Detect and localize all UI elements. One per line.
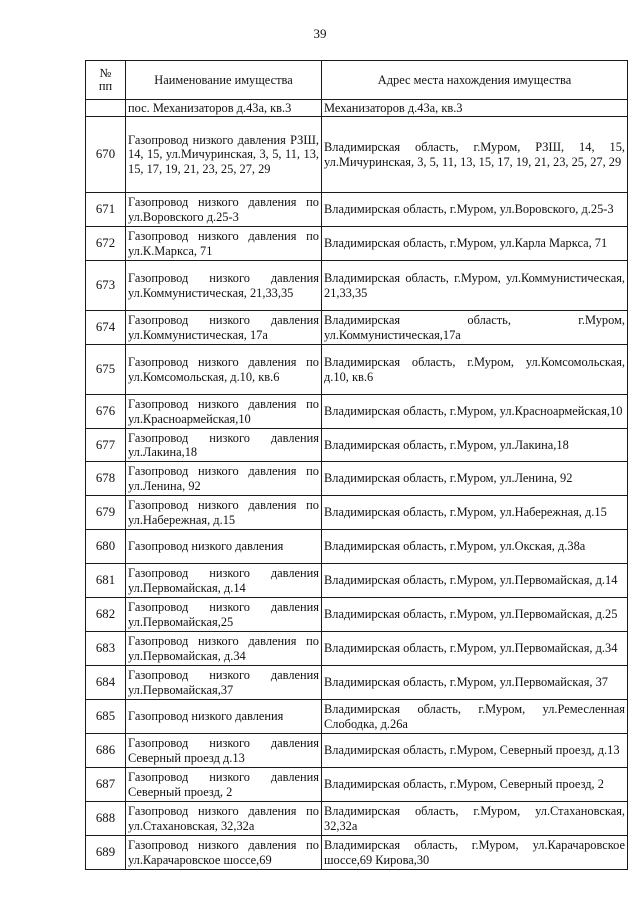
property-name: Газопровод низкого давления по ул.К.Маркса, 71 bbox=[126, 227, 322, 261]
property-name: Газопровод низкого давления РЗШ, 14, 15, ул.Мичуринская, 3, 5, 11, 13, 15, 17, 19, 21, 23, 25, 27, 29 bbox=[126, 117, 322, 193]
property-address: Владимирская область, г.Муром, ул.Воровского, д.25-3 bbox=[322, 193, 628, 227]
table-row bbox=[86, 496, 628, 530]
row-number: 682 bbox=[86, 598, 126, 632]
property-address: Владимирская область, г.Муром, ул.Карачаровское шоссе,69 Кирова,30 bbox=[322, 836, 628, 870]
table-row bbox=[86, 768, 628, 802]
property-address: Владимирская область, г.Муром, ул.Стахановская, 32,32а bbox=[322, 802, 628, 836]
header-address: Адрес места нахождения имущества bbox=[322, 61, 628, 100]
row-number: 684 bbox=[86, 666, 126, 700]
table-row bbox=[86, 802, 628, 836]
table-row bbox=[86, 311, 628, 345]
property-address: Владимирская область, г.Муром, ул.Карла Маркса, 71 bbox=[322, 227, 628, 261]
row-number: 686 bbox=[86, 734, 126, 768]
table-row bbox=[86, 530, 628, 564]
row-number: 678 bbox=[86, 462, 126, 496]
property-name: Газопровод низкого давления по ул.Карачаровское шоссе,69 bbox=[126, 836, 322, 870]
row-number: 675 bbox=[86, 345, 126, 395]
row-number: 679 bbox=[86, 496, 126, 530]
property-name: Газопровод низкого давления по ул.Набережная, д.15 bbox=[126, 496, 322, 530]
header-number bbox=[86, 61, 126, 100]
property-name: Газопровод низкого давления ул.Коммунистическая, 21,33,35 bbox=[126, 261, 322, 311]
row-number: 680 bbox=[86, 530, 126, 564]
property-name: Газопровод низкого давления Северный проезд д.13 bbox=[126, 734, 322, 768]
property-name: Газопровод низкого давления ул.Первомайская,25 bbox=[126, 598, 322, 632]
property-name: Газопровод низкого давления bbox=[126, 700, 322, 734]
table-header-row bbox=[86, 61, 628, 100]
property-name: Газопровод низкого давления по ул.Воровского д.25-3 bbox=[126, 193, 322, 227]
property-address: Владимирская область, г.Муром, Северный проезд, д.13 bbox=[322, 734, 628, 768]
property-table bbox=[85, 60, 628, 870]
property-address: Владимирская область, г.Муром, ул.Лакина,18 bbox=[322, 429, 628, 462]
property-address: Владимирская область, г.Муром, ул.Первомайская, д.14 bbox=[322, 564, 628, 598]
property-address: Владимирская область, г.Муром, ул.Первомайская, 37 bbox=[322, 666, 628, 700]
table-row bbox=[86, 564, 628, 598]
property-name: Газопровод низкого давления bbox=[126, 530, 322, 564]
property-address: Владимирская область, г.Муром, ул.Набережная, д.15 bbox=[322, 496, 628, 530]
property-address: Владимирская область, г.Муром, РЗШ, 14, 15, ул.Мичуринская, 3, 5, 11, 13, 15, 17, 19, 21, 23, 25, 27, 29 bbox=[322, 117, 628, 193]
table-row bbox=[86, 836, 628, 870]
property-name: Газопровод низкого давления ул.Лакина,18 bbox=[126, 429, 322, 462]
row-number: 687 bbox=[86, 768, 126, 802]
property-address: Владимирская область, г.Муром, ул.Комсомольская, д.10, кв.6 bbox=[322, 345, 628, 395]
property-address: Владимирская область, г.Муром, ул.Первомайская, д.25 bbox=[322, 598, 628, 632]
row-number: 689 bbox=[86, 836, 126, 870]
continuation-name: пос. Механизаторов д.43а, кв.3 bbox=[126, 100, 322, 117]
row-number: 671 bbox=[86, 193, 126, 227]
property-address: Владимирская область, г.Муром, ул.Коммунистическая,17а bbox=[322, 311, 628, 345]
table-row bbox=[86, 193, 628, 227]
row-number: 674 bbox=[86, 311, 126, 345]
table-row bbox=[86, 117, 628, 193]
property-name: Газопровод низкого давления по ул.Красноармейская,10 bbox=[126, 395, 322, 429]
property-name: Газопровод низкого давления ул.Первомайская,37 bbox=[126, 666, 322, 700]
table-row bbox=[86, 598, 628, 632]
table-row bbox=[86, 734, 628, 768]
continuation-num-cell bbox=[86, 100, 126, 117]
table-row bbox=[86, 345, 628, 395]
table-row bbox=[86, 462, 628, 496]
property-name: Газопровод низкого давления по ул.Первомайская, д.34 bbox=[126, 632, 322, 666]
header-number-pp: пп bbox=[98, 79, 113, 93]
table-row bbox=[86, 261, 628, 311]
table-row bbox=[86, 632, 628, 666]
header-name: Наименование имущества bbox=[126, 61, 322, 100]
header-number-sign: № bbox=[99, 66, 112, 80]
row-number: 677 bbox=[86, 429, 126, 462]
continuation-row bbox=[86, 100, 628, 117]
property-name: Газопровод низкого давления ул.Первомайская, д.14 bbox=[126, 564, 322, 598]
property-name: Газопровод низкого давления по ул.Ленина, 92 bbox=[126, 462, 322, 496]
property-address: Владимирская область, г.Муром, ул.Ленина, 92 bbox=[322, 462, 628, 496]
property-address: Владимирская область, г.Муром, ул.Первомайская, д.34 bbox=[322, 632, 628, 666]
page-number: 39 bbox=[313, 26, 327, 41]
table-row bbox=[86, 429, 628, 462]
row-number: 676 bbox=[86, 395, 126, 429]
property-name: Газопровод низкого давления Северный проезд, 2 bbox=[126, 768, 322, 802]
property-name: Газопровод низкого давления по ул.Стахановская, 32,32а bbox=[126, 802, 322, 836]
row-number: 688 bbox=[86, 802, 126, 836]
property-name: Газопровод низкого давления ул.Коммунистическая, 17а bbox=[126, 311, 322, 345]
row-number: 681 bbox=[86, 564, 126, 598]
property-name: Газопровод низкого давления по ул.Комсомольская, д.10, кв.6 bbox=[126, 345, 322, 395]
row-number: 685 bbox=[86, 700, 126, 734]
property-address: Владимирская область, г.Муром, ул.Ремесленная Слободка, д.26а bbox=[322, 700, 628, 734]
row-number: 672 bbox=[86, 227, 126, 261]
property-address: Владимирская область, г.Муром, ул.Красноармейская,10 bbox=[322, 395, 628, 429]
row-number: 673 bbox=[86, 261, 126, 311]
property-address: Владимирская область, г.Муром, Северный проезд, 2 bbox=[322, 768, 628, 802]
row-number: 670 bbox=[86, 117, 126, 193]
table-row bbox=[86, 395, 628, 429]
property-address: Владимирская область, г.Муром, ул.Коммунистическая, 21,33,35 bbox=[322, 261, 628, 311]
row-number: 683 bbox=[86, 632, 126, 666]
property-address: Владимирская область, г.Муром, ул.Окская, д.38а bbox=[322, 530, 628, 564]
continuation-address: Механизаторов д.43а, кв.3 bbox=[322, 100, 628, 117]
table-row bbox=[86, 227, 628, 261]
table-row bbox=[86, 666, 628, 700]
table-row bbox=[86, 700, 628, 734]
